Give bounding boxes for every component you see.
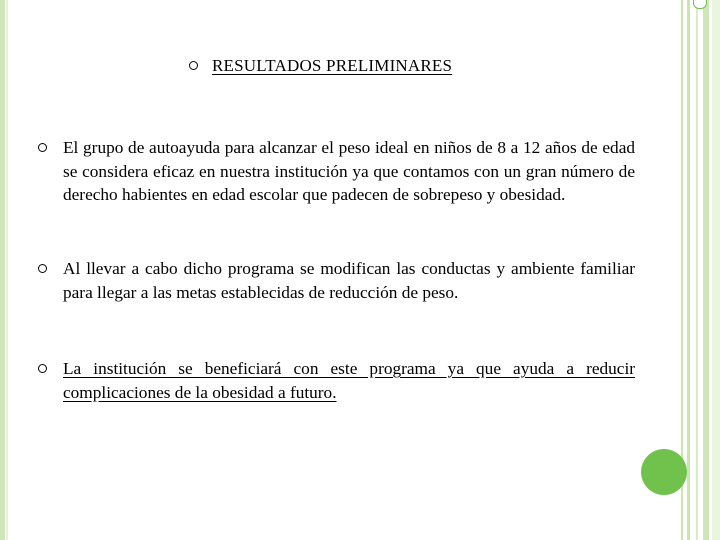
slide-title: RESULTADOS PRELIMINARES bbox=[212, 56, 453, 75]
left-border-inner bbox=[6, 0, 8, 540]
bullet-icon bbox=[38, 364, 47, 373]
bullet-text-1: El grupo de autoayuda para alcanzar el peso ideal en niños de 8 a 12 años de edad se considera eficaz en nuestra institución ya que contamos con un gran número de derecho habientes en edad escolar que padecen de sobrepeso y obesidad. bbox=[63, 138, 635, 204]
right-border-line bbox=[687, 0, 690, 540]
bullet-icon bbox=[38, 143, 47, 152]
right-border-line bbox=[712, 0, 720, 540]
bullet-text-3: La institución se beneficiará con este programa ya que ayuda a reducir complicaciones de la obesidad a futuro. bbox=[63, 359, 635, 402]
right-border-line bbox=[703, 0, 709, 540]
left-border bbox=[0, 0, 5, 540]
bullet-icon bbox=[38, 264, 47, 273]
bullet-text-2: Al llevar a cabo dicho programa se modifican las conductas y ambiente familiar para llegar a las metas establecidas de reducción de peso. bbox=[63, 259, 635, 302]
decorative-green-circle bbox=[641, 449, 687, 495]
right-border-line bbox=[696, 0, 698, 540]
bullet-icon bbox=[189, 61, 198, 70]
